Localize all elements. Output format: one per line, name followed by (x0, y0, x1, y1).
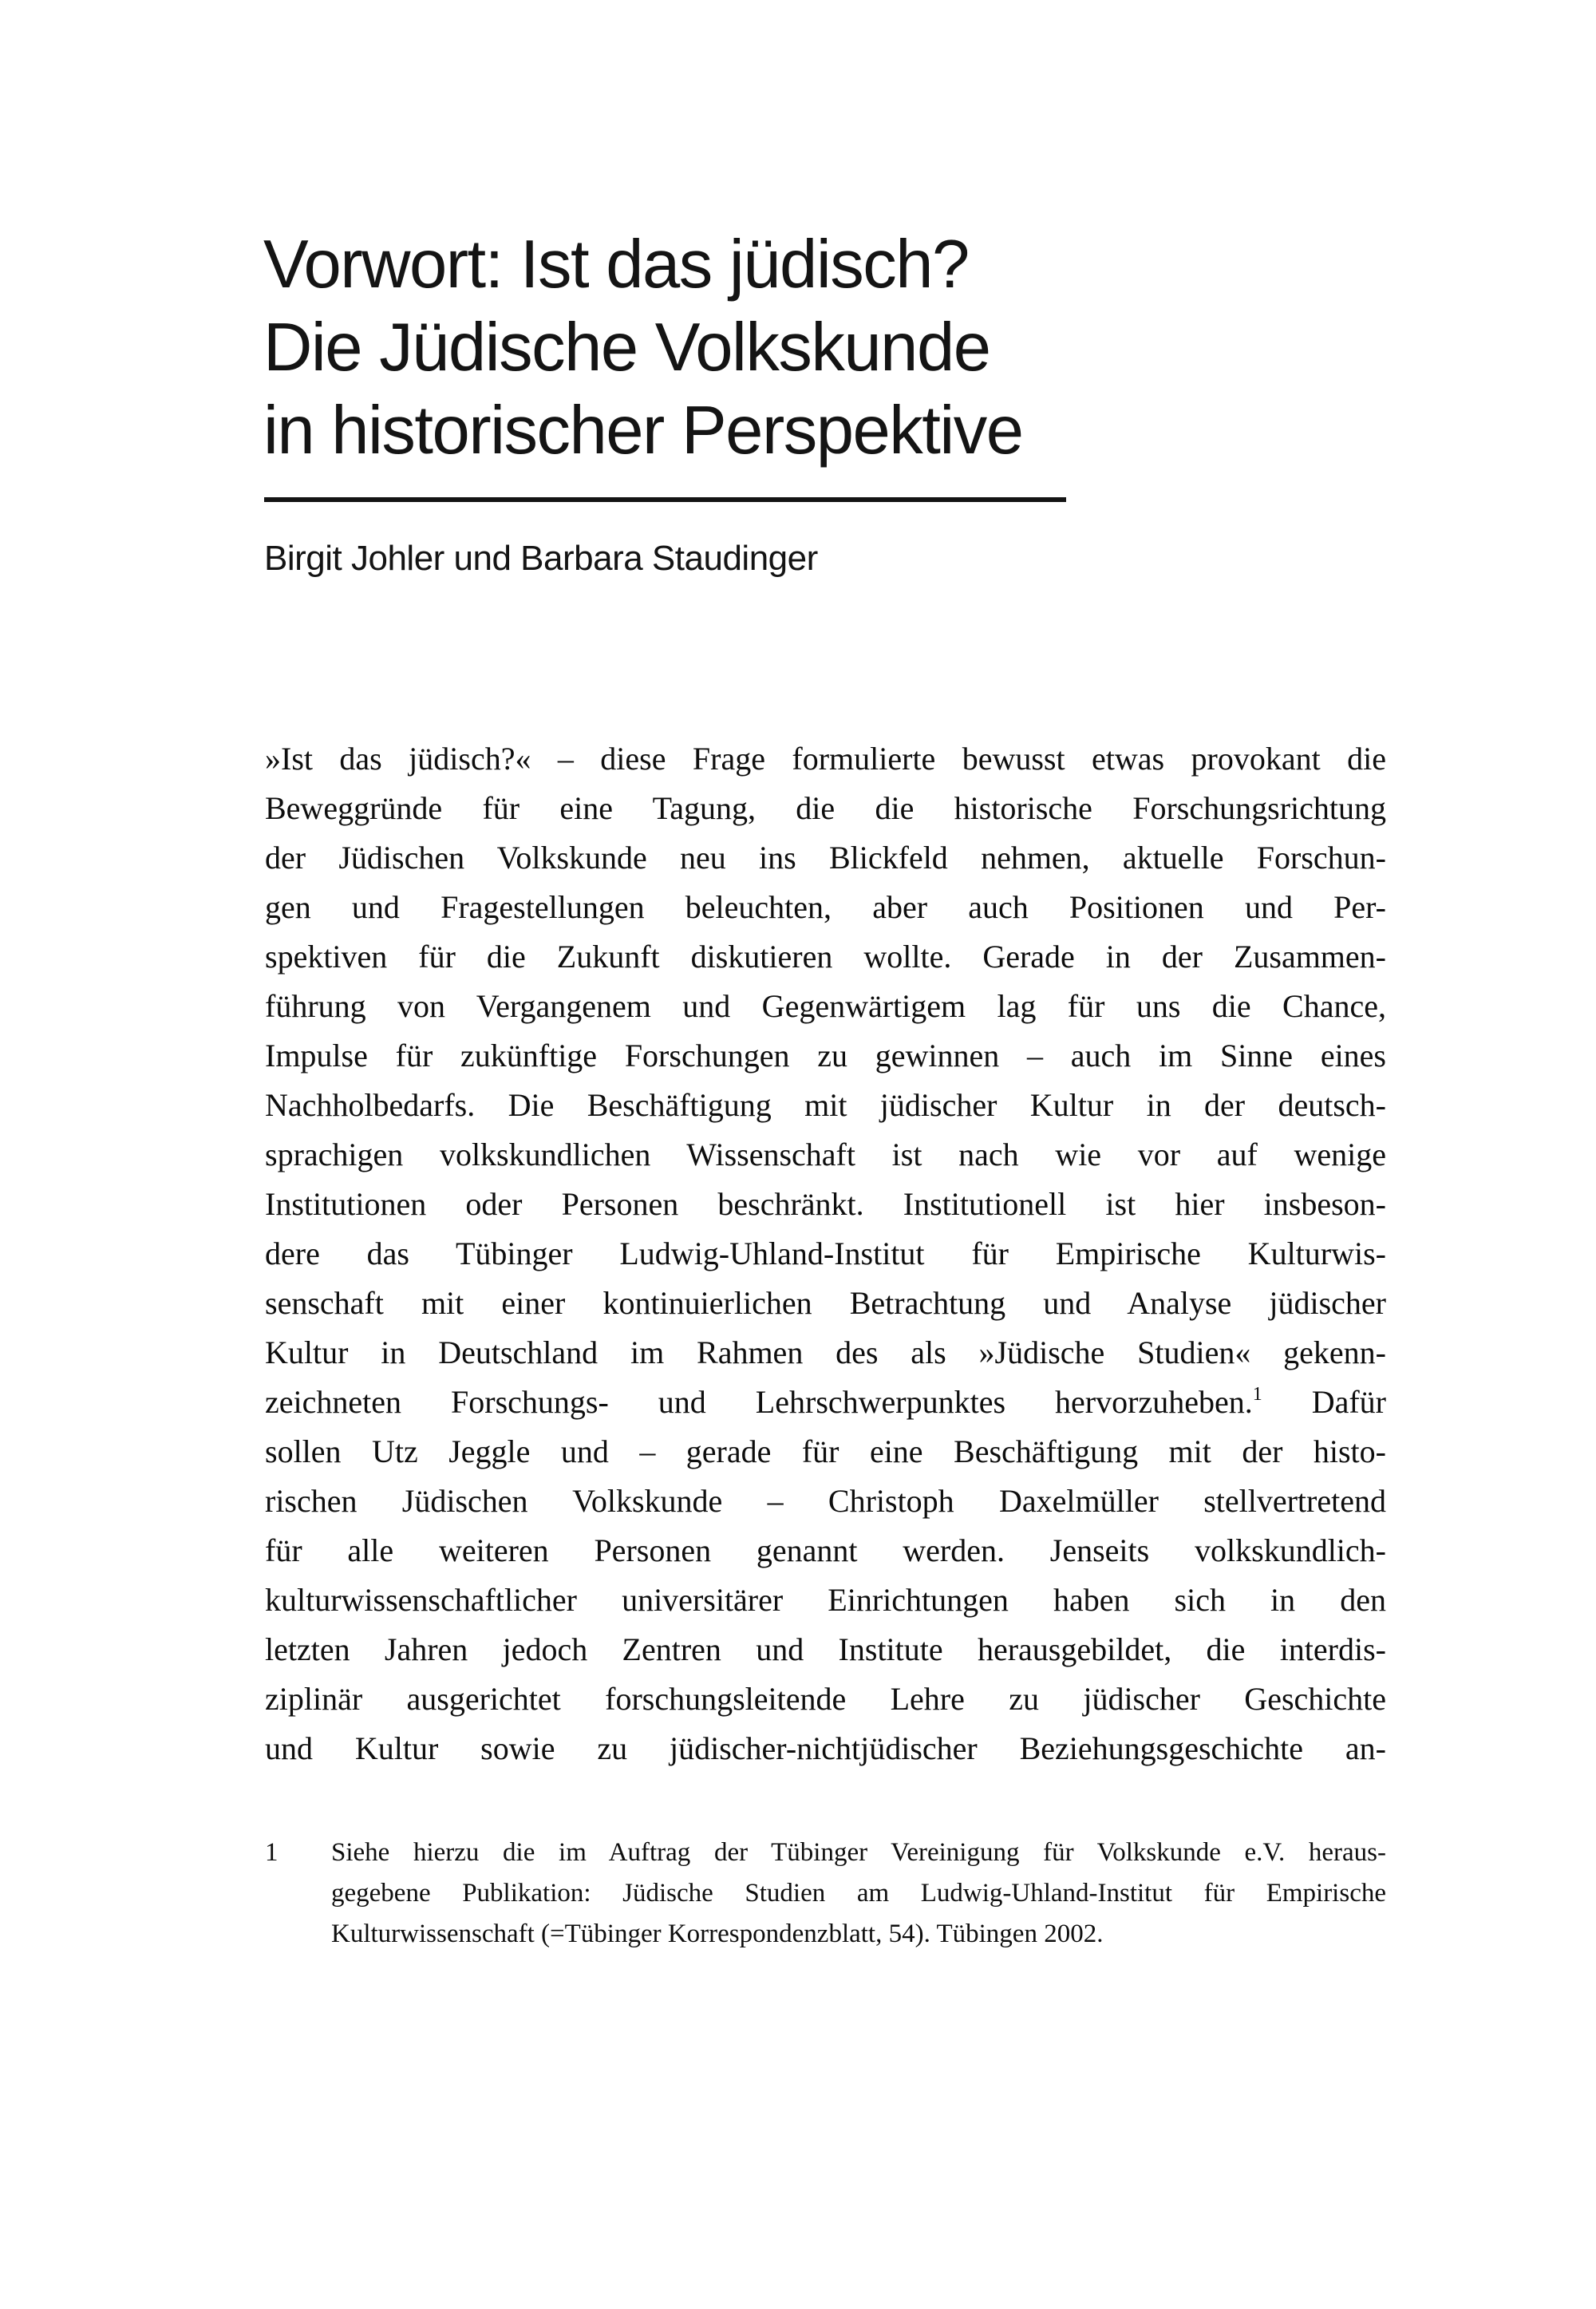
body-line: Institutionen oder Personen beschränkt. Institutionell ist hier insbeson- (265, 1186, 1386, 1222)
footnote-text (331, 1833, 1386, 1955)
body-line: Beweggründe für eine Tagung, die die historische Forschungsrichtung (265, 790, 1386, 826)
body-line: Kultur in Deutschland im Rahmen des als »Jüdische Studien« gekenn- (265, 1334, 1386, 1370)
body-line: für alle weiteren Personen genannt werden. Jenseits volkskundlich- (265, 1532, 1386, 1568)
body-line: rischen Jüdischen Volkskunde – Christoph Daxelmüller stellvertretend (265, 1483, 1386, 1519)
title-divider-rule (264, 497, 1066, 502)
body-line: ziplinär ausgerichtet forschungsleitende Lehre zu jüdischer Geschichte (265, 1681, 1386, 1717)
body-line: dere das Tübinger Ludwig-Uhland-Institut für Empirische Kulturwis- (265, 1236, 1386, 1271)
body-line: letzten Jahren jedoch Zentren und Institute herausgebildet, die interdis- (265, 1631, 1386, 1667)
chapter-title-line-2: Die Jüdische Volkskunde (263, 310, 990, 385)
body-line-with-footnote-ref (265, 1378, 1386, 1427)
footnote-reference-superscript: 1 (1252, 1384, 1262, 1405)
body-line: Impulse für zukünftige Forschungen zu gewinnen – auch im Sinne eines (265, 1038, 1386, 1073)
footnote-line: gegebene Publikation: Jüdische Studien am Ludwig-Uhland-Institut für Empirische (331, 1879, 1386, 1908)
footnote-line: Kulturwissenschaft (=Tübinger Korrespondenzblatt, 54). Tübingen 2002. (331, 1920, 1104, 1948)
body-line: sollen Utz Jeggle und – gerade für eine Beschäftigung mit der histo- (265, 1433, 1386, 1469)
chapter-title-line-1: Vorwort: Ist das jüdisch? (263, 227, 969, 302)
body-line: sprachigen volkskundlichen Wissenschaft ist nach wie vor auf wenige (265, 1137, 1386, 1172)
footnote (265, 1833, 1386, 1955)
body-line: gen und Fragestellungen beleuchten, aber auch Positionen und Per- (265, 889, 1386, 925)
body-line: und Kultur sowie zu jüdischer-nichtjüdischer Beziehungsgeschichte an- (265, 1730, 1386, 1766)
body-line: »Ist das jüdisch?« – diese Frage formulierte bewusst etwas provokant die (265, 741, 1386, 777)
body-paragraph (265, 734, 1386, 1773)
body-line: Nachholbedarfs. Die Beschäftigung mit jüdischer Kultur in der deutsch- (265, 1087, 1386, 1123)
body-line: der Jüdischen Volkskunde neu ins Blickfeld nehmen, aktuelle Forschun- (265, 840, 1386, 876)
body-line-text: Dafür (1262, 1384, 1386, 1420)
chapter-title (263, 223, 1460, 472)
body-line: senschaft mit einer kontinuierlichen Betrachtung und Analyse jüdischer (265, 1285, 1386, 1321)
body-line: führung von Vergangenem und Gegenwärtigem lag für uns die Chance, (265, 988, 1386, 1024)
footnote-number: 1 (265, 1838, 279, 1867)
body-line: kulturwissenschaftlicher universitärer Einrichtungen haben sich in den (265, 1582, 1386, 1618)
author-byline: Birgit Johler und Barbara Staudinger (264, 539, 818, 578)
body-line-text: zeichneten Forschungs- und Lehrschwerpunktes hervorzuheben. (265, 1384, 1253, 1420)
body-line: spektiven für die Zukunft diskutieren wollte. Gerade in der Zusammen- (265, 939, 1386, 975)
footnote-line: Siehe hierzu die im Auftrag der Tübinger Vereinigung für Volkskunde e.V. heraus- (331, 1838, 1386, 1867)
chapter-title-line-3: in historischer Perspektive (263, 393, 1023, 469)
